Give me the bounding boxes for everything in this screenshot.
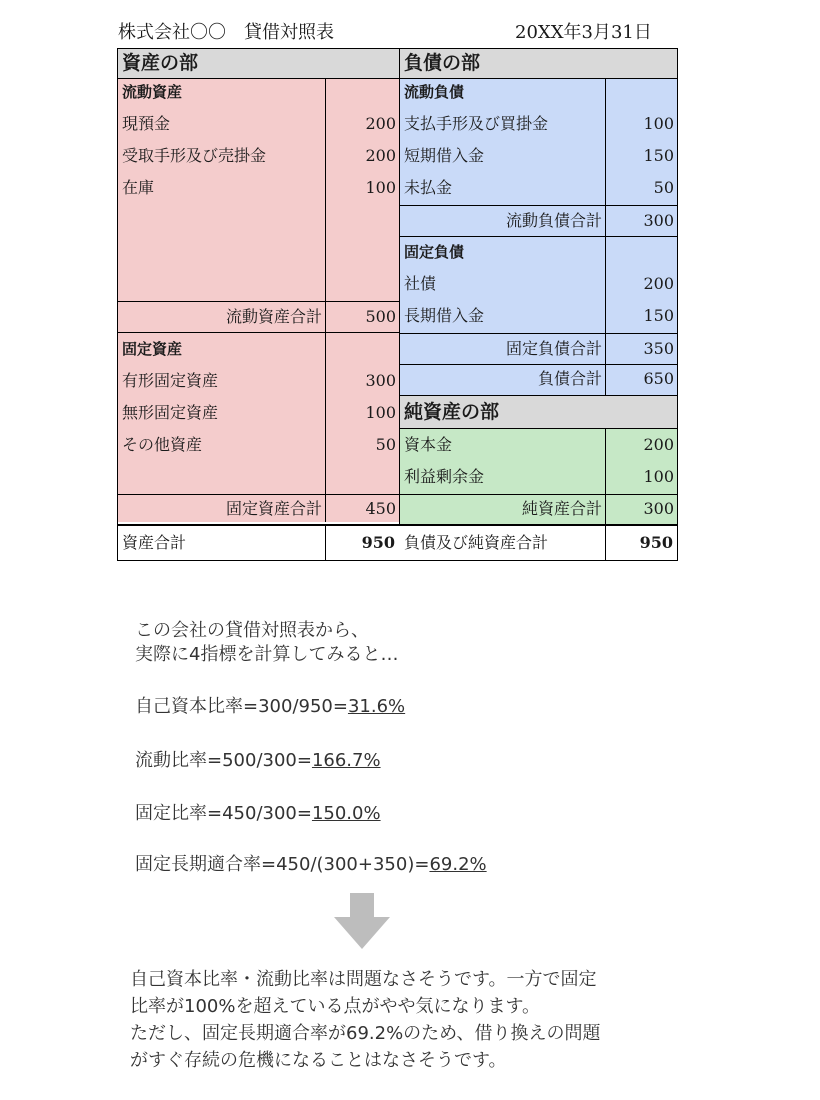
ratio-fixed: 固定比率=450/300=150.0%: [135, 803, 381, 824]
asset-value: 50: [375, 435, 396, 454]
liabilities-total-row: [400, 364, 677, 396]
totals-row: [118, 524, 677, 560]
fixed-assets-subtotal-value: 450: [365, 499, 396, 518]
conclusion-line: 自己資本比率・流動比率は問題なさそうです。一方で固定: [130, 969, 597, 990]
grand-total-value: 950: [639, 533, 673, 552]
liability-item: 短期借入金: [404, 146, 485, 165]
asset-item: 有形固定資産: [122, 371, 219, 390]
fixed-liabilities-subtotal-label: 固定負債合計: [505, 339, 602, 358]
asset-item: 受取手形及び売掛金: [122, 146, 267, 165]
liability-value: 100: [643, 114, 674, 133]
analysis-intro-1: この会社の貸借対照表から、: [135, 620, 369, 641]
liability-item: 長期借入金: [404, 306, 485, 325]
fixed-liabilities-subtotal-value: 350: [643, 339, 674, 358]
current-liabilities-subtotal-label: 流動負債合計: [505, 211, 602, 230]
ratio-result: 150.0%: [311, 803, 381, 824]
assets-total-label: 資産合計: [122, 533, 187, 552]
assets-title: 資産の部: [122, 52, 199, 74]
asset-value: 100: [365, 403, 396, 422]
current-assets-subtotal-value: 500: [365, 307, 396, 326]
analysis-intro-2: 実際に4指標を計算してみると…: [135, 644, 399, 665]
liability-item: 社債: [404, 274, 437, 293]
liabilities-total-label: 負債合計: [537, 369, 602, 388]
current-liabilities-title: 流動負債: [404, 83, 465, 101]
fixed-liabilities-title: 固定負債: [404, 243, 465, 261]
net-assets-title: 純資産の部: [404, 401, 500, 423]
current-liabilities-subtotal-row: [400, 205, 677, 237]
asset-value: 300: [365, 371, 396, 390]
liabilities-title: 負債の部: [404, 52, 481, 74]
sheet-title: 株式会社〇〇 貸借対照表: [118, 22, 334, 43]
liability-value: 50: [653, 178, 674, 197]
asset-item: 在庫: [122, 178, 155, 197]
conclusion-line: がすぐ存続の危機になることはなさそうです。: [130, 1050, 507, 1071]
current-assets-subtotal-row: [118, 301, 399, 333]
conclusion-line: 比率が100%を超えている点がやや気になります。: [130, 996, 541, 1017]
current-liabilities-subtotal-value: 300: [643, 211, 674, 230]
liabilities-total-value: 650: [643, 369, 674, 388]
liability-value: 150: [643, 306, 674, 325]
asset-value: 200: [365, 146, 396, 165]
asset-value: 100: [365, 178, 396, 197]
ratio-result: 31.6%: [347, 696, 406, 717]
asset-item: 現預金: [122, 114, 171, 133]
sheet-date: 20XX年3月31日: [515, 22, 652, 43]
net-asset-item: 資本金: [404, 435, 453, 454]
fixed-assets-subtotal-label: 固定資産合計: [225, 499, 322, 518]
current-assets-title: 流動資産: [122, 83, 183, 101]
net-assets-subtotal-value: 300: [643, 499, 674, 518]
grand-total-label: 負債及び純資産合計: [404, 533, 549, 552]
conclusion-line: ただし、固定長期適合率が69.2%のため、借り換えの問題: [130, 1023, 601, 1044]
current-assets-subtotal-label: 流動資産合計: [225, 307, 322, 326]
down-arrow-icon: [333, 893, 391, 951]
liabilities-header: [400, 49, 677, 79]
net-assets-header: [400, 396, 677, 429]
net-assets-subtotal-row: [400, 494, 677, 524]
assets-total-value: 950: [361, 533, 395, 552]
liability-item: 支払手形及び買掛金: [404, 114, 549, 133]
asset-value: 200: [365, 114, 396, 133]
net-asset-item: 利益剰余金: [404, 467, 485, 486]
ratio-equity: 自己資本比率=300/950=31.6%: [135, 696, 406, 717]
asset-item: 無形固定資産: [122, 403, 219, 422]
ratio-fixed-long-term: 固定長期適合率=450/(300+350)=69.2%: [135, 854, 487, 875]
liability-value: 150: [643, 146, 674, 165]
assets-header: [118, 49, 399, 79]
fixed-liabilities-subtotal-row: [400, 333, 677, 365]
net-assets-subtotal-label: 純資産合計: [521, 499, 602, 518]
ratio-result: 166.7%: [311, 750, 381, 771]
liability-value: 200: [643, 274, 674, 293]
ratio-result: 69.2%: [429, 854, 487, 875]
net-asset-value: 100: [643, 467, 674, 486]
balance-sheet: [117, 48, 678, 561]
conclusion: [130, 966, 600, 1074]
liability-item: 未払金: [404, 178, 453, 197]
fixed-assets-subtotal-row: [118, 494, 399, 524]
ratio-current: 流動比率=500/300=166.7%: [135, 750, 381, 771]
asset-item: その他資産: [122, 435, 203, 454]
fixed-assets-title: 固定資産: [122, 340, 183, 358]
net-asset-value: 200: [643, 435, 674, 454]
